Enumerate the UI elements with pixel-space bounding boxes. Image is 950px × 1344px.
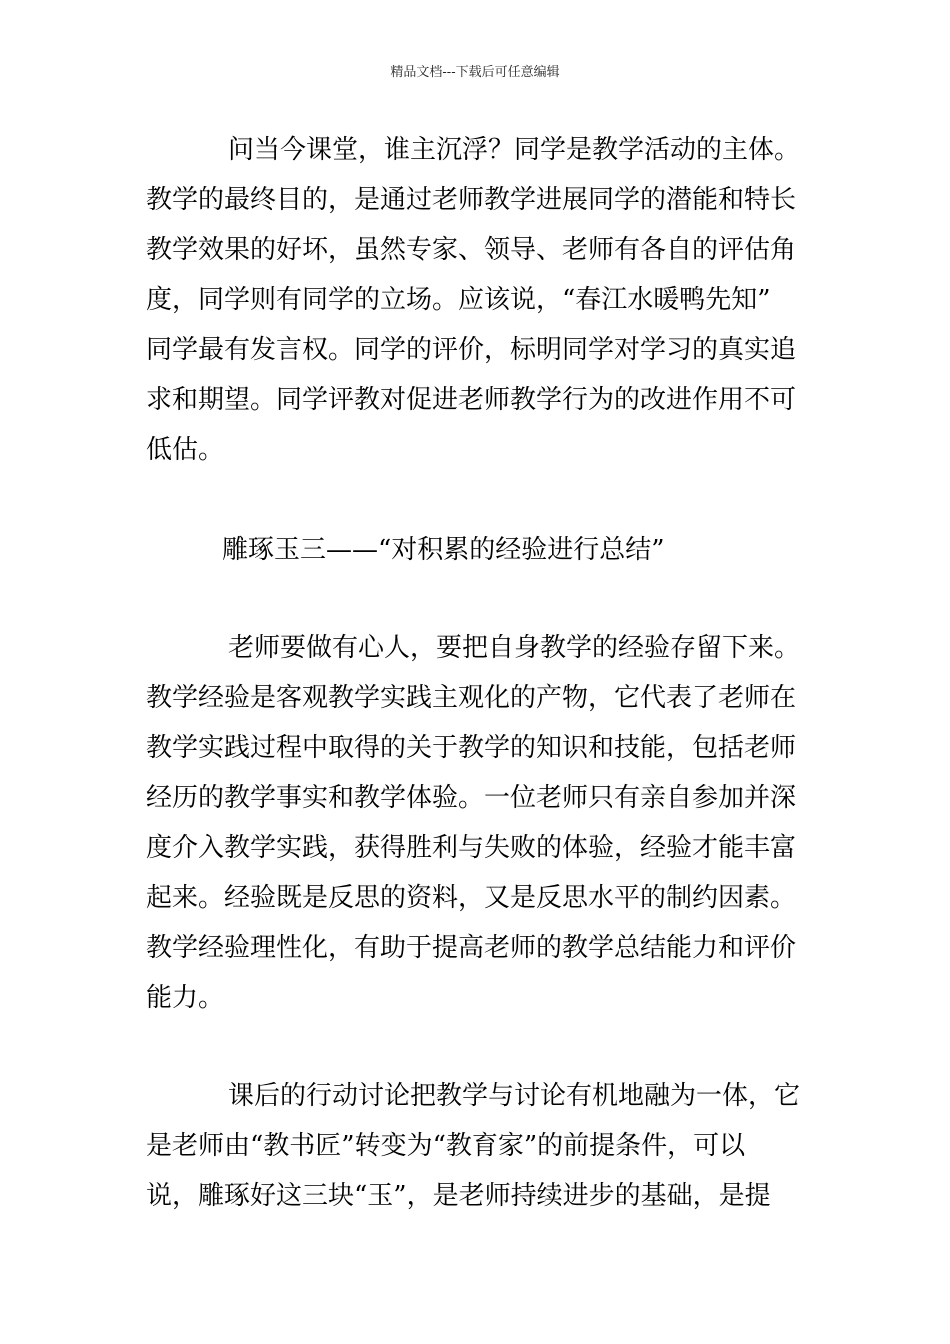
paragraph-1-line-3: 教学效果的好坏，虽然专家、领导、老师有各自的评估角: [146, 235, 797, 265]
paragraph-3-line-8: 能力。: [146, 983, 225, 1013]
page-header: 精品文档---下载后可任意编辑: [390, 65, 560, 80]
section-heading: 雕琢玉三——“对积累的经验进行总结”: [222, 535, 665, 565]
paragraph-1-line-6: 求和期望。同学评教对促进老师教学行为的改进作用不可: [146, 385, 797, 415]
paragraph-3-line-2: 教学经验是客观教学实践主观化的产物，它代表了老师在: [146, 683, 797, 713]
paragraph-3-line-3: 教学实践过程中取得的关于教学的知识和技能，包括老师: [146, 733, 797, 763]
paragraph-1-line-1: 问当今课堂，谁主沉浮？同学是教学活动的主体。: [228, 135, 801, 165]
paragraph-1-line-4: 度，同学则有同学的立场。应该说，“春江水暖鸭先知”: [146, 285, 771, 315]
paragraph-3-line-4: 经历的教学事实和教学体验。一位老师只有亲自参加并深: [146, 783, 797, 813]
paragraph-1-line-7: 低估。: [146, 435, 225, 465]
paragraph-4-line-1: 课后的行动讨论把教学与讨论有机地融为一体，它: [228, 1081, 801, 1111]
paragraph-3-line-6: 起来。经验既是反思的资料，又是反思水平的制约因素。: [146, 883, 797, 913]
paragraph-1-line-5: 同学最有发言权。同学的评价，标明同学对学习的真实追: [146, 335, 797, 365]
paragraph-3-line-7: 教学经验理性化，有助于提高老师的教学总结能力和评价: [146, 933, 797, 963]
paragraph-3-line-5: 度介入教学实践，获得胜利与失败的体验，经验才能丰富: [146, 833, 797, 863]
paragraph-4-line-3: 说，雕琢好这三块“玉”，是老师持续进步的基础，是提: [146, 1181, 771, 1211]
paragraph-4-line-2: 是老师由“教书匠”转变为“教育家”的前提条件，可以: [146, 1131, 746, 1161]
paragraph-3-line-1: 老师要做有心人，要把自身教学的经验存留下来。: [228, 633, 801, 663]
paragraph-1-line-2: 教学的最终目的，是通过老师教学进展同学的潜能和特长: [146, 185, 797, 215]
